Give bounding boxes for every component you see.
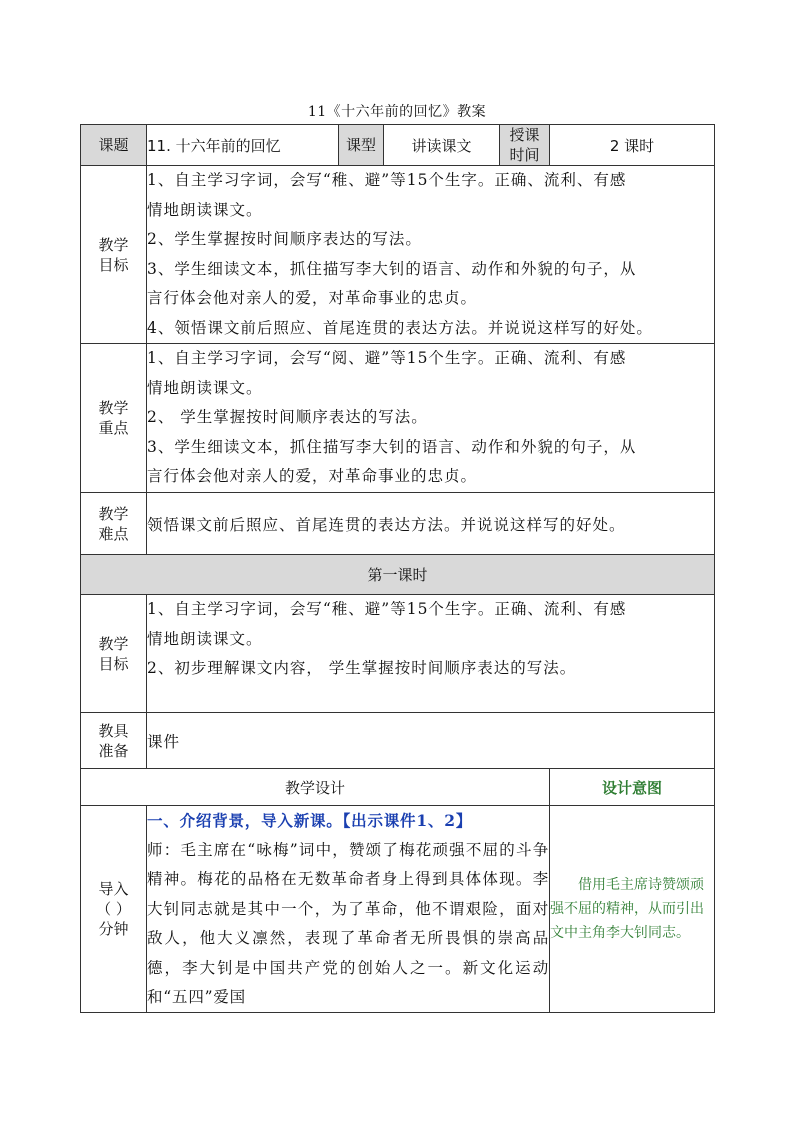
- time-label-line2: 时间: [509, 146, 540, 164]
- difficulty-row: [81, 493, 715, 555]
- goals-line: 1、自主学习字词，会写“稚、避”等15个生字。正确、流利、有感: [147, 171, 627, 189]
- lesson-one-goals-row: [81, 595, 715, 713]
- lesson-one-goals-label: 教学 目标: [81, 595, 147, 713]
- header-row: [81, 125, 715, 166]
- key-points-row: [81, 344, 715, 493]
- intro-heading: 一、介绍背景，导入新课。【出示课件1、2】: [147, 811, 473, 830]
- key-points-content: [147, 344, 715, 493]
- goals-line: 3、学生细读文本，抓住描写李大钊的语言、动作和外貌的句子，从: [147, 259, 637, 278]
- intro-body: 师：毛主席在“咏梅”词中，赞颂了梅花顽强不屈的斗争精神。梅花的品格在无数革命者身上得到具体体现。李大钊同志就是其中一个，为了革命，他不谓艰险，面对敌人，他大义凛然，表现了革命者无所畏惧的崇高品德，李大钊是中国共产党的创始人之一。新文化运动和“五四”爱国: [147, 840, 549, 1006]
- design-header-row: [81, 769, 715, 806]
- tools-label: 教具 准备: [81, 713, 147, 769]
- goals-content: [147, 166, 715, 344]
- goals-label: 教学 目标: [81, 166, 147, 344]
- key-points-line: 2、 学生掌握按时间顺序表达的写法。: [147, 408, 428, 426]
- lesson-one-goals-content: [147, 595, 715, 713]
- time-label-line1: 授课: [509, 126, 540, 144]
- goals-line: 4、领悟课文前后照应、首尾连贯的表达方法。并说说这样写的好处。: [147, 318, 653, 337]
- lesson-one-title-row: [81, 555, 715, 595]
- design-header: 教学设计: [81, 769, 550, 806]
- type-value: 讲读课文: [384, 125, 500, 166]
- intro-lesson-content: [147, 806, 550, 1013]
- intro-intent: 借用毛主席诗赞颂顽强不屈的精神，从而引出文中主角李大钊同志。: [550, 806, 715, 1013]
- goals-line: 情地朗读课文。: [147, 200, 263, 219]
- key-points-label: 教学 重点: [81, 344, 147, 493]
- lesson-one-goals-line: 2、初步理解课文内容， 学生掌握按时间顺序表达的写法。: [147, 659, 577, 677]
- goals-line: 2、学生掌握按时间顺序表达的写法。: [147, 230, 422, 248]
- key-points-line: 3、学生细读文本，抓住描写李大钊的语言、动作和外貌的句子，从: [147, 437, 637, 456]
- difficulty-content: 领悟课文前后照应、首尾连贯的表达方法。并说说这样写的好处。: [147, 493, 715, 555]
- tools-row: [81, 713, 715, 769]
- lesson-one-title: 第一课时: [81, 555, 715, 595]
- type-label: 课型: [339, 125, 384, 166]
- difficulty-label: 教学 难点: [81, 493, 147, 555]
- intent-header: 设计意图: [550, 769, 715, 806]
- key-points-line: 情地朗读课文。: [147, 378, 263, 397]
- topic-value: 11. 十六年前的回忆: [147, 125, 339, 166]
- lesson-one-goals-line: 情地朗读课文。: [147, 629, 263, 648]
- lesson-one-goals-line: 1、自主学习字词，会写“稚、避”等15个生字。正确、流利、有感: [147, 600, 627, 618]
- tools-content: 课件: [147, 713, 715, 769]
- document-title: 11《十六年前的回忆》教案: [307, 104, 487, 120]
- lesson-plan-table: [80, 124, 715, 1013]
- goals-row: [81, 166, 715, 344]
- time-value: 2 课时: [550, 125, 715, 166]
- key-points-line: 1、自主学习字词，会写“阅、避”等15个生字。正确、流利、有感: [147, 349, 627, 367]
- intro-row: [81, 806, 715, 1013]
- topic-label: 课题: [81, 125, 147, 166]
- time-label: [500, 125, 550, 166]
- intro-label: 导入 （ ） 分钟: [81, 806, 147, 1013]
- key-points-line: 言行体会他对亲人的爱，对革命事业的忠贞。: [147, 467, 478, 485]
- goals-line: 言行体会他对亲人的爱，对革命事业的忠贞。: [147, 289, 478, 307]
